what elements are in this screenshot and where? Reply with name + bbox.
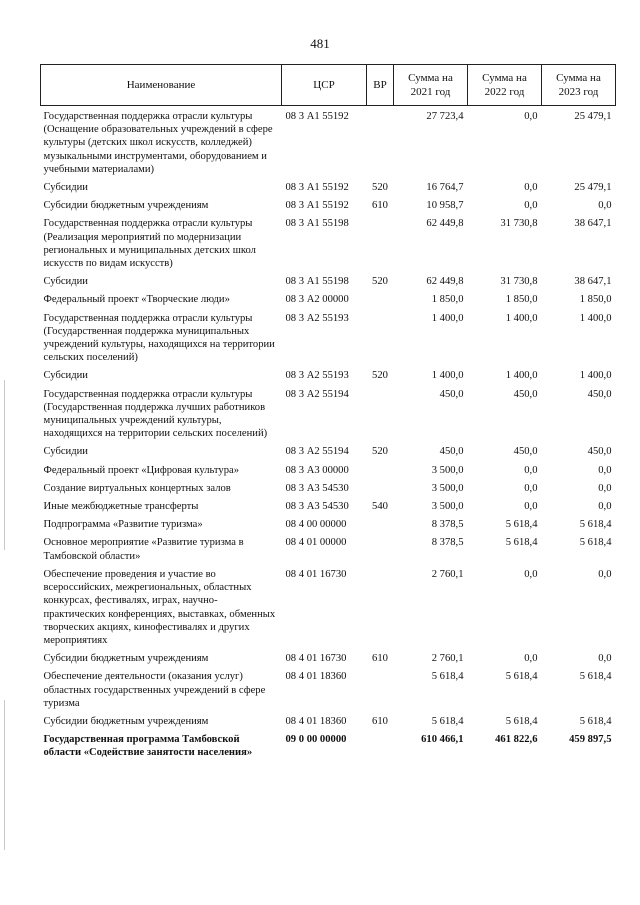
row-sum-2021: 2 760,1 (431, 653, 464, 665)
row-csr: 08 3 А1 55192 (285, 111, 349, 122)
row-csr: 08 3 А3 54530 (285, 501, 349, 513)
row-vr (367, 731, 394, 762)
row-csr: 08 4 00 00000 (285, 519, 347, 531)
row-csr: 08 4 01 18360 (285, 671, 347, 683)
row-sum-2022: 461 822,6 (495, 734, 538, 746)
scan-edge-mark (4, 700, 5, 850)
table-row (41, 498, 616, 516)
row-sum-2021: 8 378,5 (431, 537, 464, 549)
table-row (41, 668, 616, 713)
row-sum-2021: 3 500,0 (431, 501, 464, 513)
row-name: Государственная поддержка отрасли культуры (Оснащение образовательных учреждений в сфере культуры (детских школ искусств, колледжей) музыкальными инструментами, оборудованием и учебными материалами) (43, 111, 273, 175)
row-sum-2021: 1 850,0 (431, 294, 464, 306)
row-sum-2021: 450,0 (439, 446, 464, 458)
row-vr: 520 (372, 370, 388, 382)
row-csr: 08 3 А2 55193 (285, 312, 349, 324)
row-sum-2022: 0,0 (524, 111, 538, 122)
row-vr (367, 291, 394, 309)
table-row (41, 516, 616, 534)
row-sum-2023: 0,0 (598, 200, 612, 212)
row-vr (367, 106, 394, 180)
row-name: Основное мероприятие «Развитие туризма в Тамбовской области» (43, 537, 244, 562)
row-name: Федеральный проект «Цифровая культура» (43, 464, 240, 476)
row-vr: 520 (372, 446, 388, 458)
row-sum-2021: 3 500,0 (431, 482, 464, 494)
row-sum-2022: 1 400,0 (505, 312, 538, 324)
row-sum-2022: 5 618,4 (505, 671, 538, 683)
row-vr: 520 (372, 182, 388, 194)
table-row (41, 197, 616, 215)
table-row (41, 731, 616, 762)
row-csr: 08 3 А1 55198 (285, 276, 349, 288)
table-row (41, 462, 616, 480)
row-name: Государственная поддержка отрасли культуры (Реализация мероприятий по модернизации региональных и муниципальных детских школ искусств по видам искусств) (43, 218, 256, 270)
row-sum-2022: 0,0 (524, 653, 538, 665)
row-sum-2021: 1 400,0 (431, 312, 464, 324)
row-csr: 08 3 А1 55192 (285, 200, 349, 212)
row-vr: 610 (372, 653, 388, 665)
table-row (41, 650, 616, 668)
row-csr: 08 4 01 16730 (285, 653, 347, 665)
page-number: 481 (310, 36, 330, 51)
row-vr: 520 (372, 276, 388, 288)
row-csr: 08 4 01 16730 (285, 568, 347, 580)
row-sum-2023: 0,0 (598, 653, 612, 665)
row-name: Государственная поддержка отрасли культуры (Государственная поддержка лучших работников муниципальных учреждений культуры, находящихся на территории сельских поселений) (43, 388, 268, 440)
table-row (41, 713, 616, 731)
row-sum-2023: 1 850,0 (579, 294, 612, 306)
row-sum-2023: 5 618,4 (579, 715, 612, 727)
row-sum-2022: 5 618,4 (505, 537, 538, 549)
scan-edge-mark (4, 380, 5, 550)
row-sum-2023: 5 618,4 (579, 671, 612, 683)
row-sum-2021: 8 378,5 (431, 519, 464, 531)
row-sum-2022: 450,0 (513, 388, 538, 400)
row-sum-2023: 38 647,1 (574, 218, 612, 230)
row-sum-2022: 31 730,8 (500, 276, 538, 288)
row-sum-2023: 25 479,1 (574, 111, 612, 122)
table-row (41, 273, 616, 291)
row-csr: 08 3 А2 00000 (285, 294, 349, 306)
row-name: Субсидии бюджетным учреждениям (43, 200, 209, 212)
row-sum-2023: 0,0 (598, 568, 612, 580)
table-row (41, 566, 616, 650)
row-sum-2021: 16 764,7 (426, 182, 464, 194)
row-name: Государственная поддержка отрасли культуры (Государственная поддержка муниципальных учреждений культуры, находящихся на территории сельских поселений) (43, 312, 275, 364)
table-row (41, 106, 616, 180)
row-name: Подпрограмма «Развитие туризма» (43, 519, 203, 531)
row-sum-2022: 0,0 (524, 482, 538, 494)
row-sum-2022: 5 618,4 (505, 519, 538, 531)
row-vr (367, 480, 394, 498)
row-sum-2021: 27 723,4 (426, 111, 464, 122)
row-sum-2023: 38 647,1 (574, 276, 612, 288)
table-row (41, 386, 616, 444)
row-sum-2021: 10 958,7 (426, 200, 464, 212)
row-vr (367, 516, 394, 534)
row-vr (367, 534, 394, 565)
row-sum-2023: 25 479,1 (574, 182, 612, 194)
row-sum-2022: 0,0 (524, 182, 538, 194)
row-sum-2021: 3 500,0 (431, 464, 464, 476)
row-vr (367, 668, 394, 713)
row-sum-2021: 1 400,0 (431, 370, 464, 382)
row-sum-2021: 610 466,1 (421, 734, 464, 746)
row-vr: 540 (372, 501, 388, 513)
table-row (41, 310, 616, 368)
row-sum-2023: 0,0 (598, 501, 612, 513)
row-sum-2023: 450,0 (587, 388, 612, 400)
row-sum-2022: 0,0 (524, 568, 538, 580)
row-sum-2023: 5 618,4 (579, 537, 612, 549)
table-row (41, 215, 616, 273)
row-sum-2023: 0,0 (598, 464, 612, 476)
row-vr: 610 (372, 200, 388, 212)
row-csr: 08 3 А1 55198 (285, 218, 349, 230)
row-sum-2023: 459 897,5 (569, 734, 612, 746)
row-name: Обеспечение деятельности (оказания услуг) областных государственных учреждений в сфере туризма (43, 671, 266, 709)
row-name: Создание виртуальных концертных залов (43, 482, 231, 494)
row-csr: 08 4 01 18360 (285, 715, 347, 727)
row-csr: 08 3 А2 55193 (285, 370, 349, 382)
row-name: Субсидии (43, 182, 88, 194)
row-name: Субсидии бюджетным учреждениям (43, 715, 209, 727)
row-sum-2022: 5 618,4 (505, 715, 538, 727)
row-csr: 08 3 А2 55194 (285, 388, 349, 400)
row-csr: 09 0 00 00000 (285, 734, 347, 746)
table-row (41, 367, 616, 385)
table-row (41, 291, 616, 309)
row-sum-2021: 62 449,8 (426, 276, 464, 288)
table-row (41, 179, 616, 197)
table-row (41, 443, 616, 461)
row-sum-2023: 5 618,4 (579, 519, 612, 531)
row-csr: 08 3 А3 54530 (285, 482, 349, 494)
row-sum-2021: 2 760,1 (431, 568, 464, 580)
row-name: Иные межбюджетные трансферты (43, 501, 199, 513)
row-vr (367, 462, 394, 480)
row-name: Государственная программа Тамбовской области «Содействие занятости населения» (43, 734, 253, 759)
row-name: Федеральный проект «Творческие люди» (43, 294, 230, 306)
table-row (41, 534, 616, 565)
row-sum-2023: 0,0 (598, 482, 612, 494)
row-csr: 08 3 А3 00000 (285, 464, 349, 476)
table-header-row (41, 65, 616, 106)
row-vr (367, 566, 394, 650)
row-sum-2022: 1 850,0 (505, 294, 538, 306)
row-sum-2021: 62 449,8 (426, 218, 464, 230)
row-sum-2023: 1 400,0 (579, 312, 612, 324)
row-sum-2023: 450,0 (587, 446, 612, 458)
row-sum-2022: 0,0 (524, 501, 538, 513)
row-sum-2022: 31 730,8 (500, 218, 538, 230)
row-name: Субсидии (43, 276, 88, 288)
row-sum-2021: 5 618,4 (431, 715, 464, 727)
row-vr: 610 (372, 715, 388, 727)
row-sum-2022: 450,0 (513, 446, 538, 458)
row-name: Обеспечение проведения и участие во всероссийских, межрегиональных, областных конкурсах, фестивалях, играх, научно-практических конференциях, выставках, обменных творческих акциях, кинофестивалях и других мероприятиях (43, 568, 276, 646)
row-csr: 08 3 А2 55194 (285, 446, 349, 458)
row-csr: 08 3 А1 55192 (285, 182, 349, 194)
row-name: Субсидии (43, 370, 88, 382)
row-sum-2021: 450,0 (439, 388, 464, 400)
row-vr (367, 386, 394, 444)
row-vr (367, 215, 394, 273)
header-sum-2022: Сумма на 2022 год (468, 65, 542, 106)
row-sum-2022: 0,0 (524, 464, 538, 476)
table-row (41, 480, 616, 498)
header-name: Наименование (41, 65, 282, 106)
row-sum-2021: 5 618,4 (431, 671, 464, 683)
row-csr: 08 4 01 00000 (285, 537, 347, 549)
row-name: Субсидии бюджетным учреждениям (43, 653, 209, 665)
header-vr: ВР (367, 65, 394, 106)
header-csr: ЦСР (282, 65, 367, 106)
row-sum-2022: 1 400,0 (505, 370, 538, 382)
row-sum-2023: 1 400,0 (579, 370, 612, 382)
row-name: Субсидии (43, 446, 88, 458)
row-vr (367, 310, 394, 368)
header-sum-2021: Сумма на 2021 год (394, 65, 468, 106)
budget-table (40, 64, 616, 763)
header-sum-2023: Сумма на 2023 год (542, 65, 616, 106)
row-sum-2022: 0,0 (524, 200, 538, 212)
